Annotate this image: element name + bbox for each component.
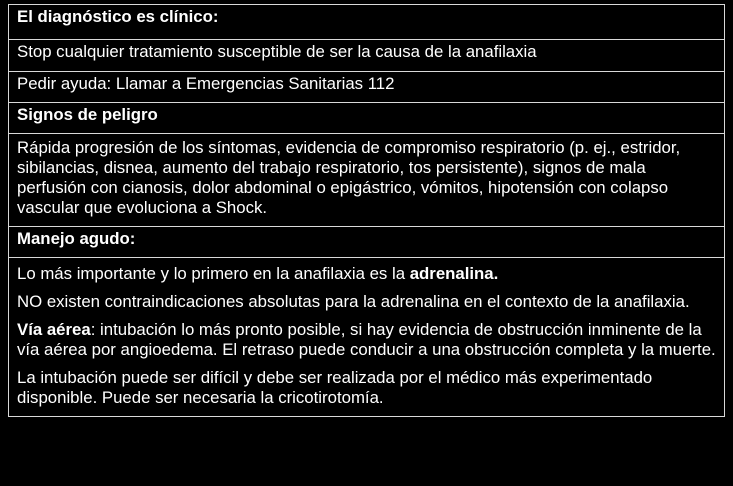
table-row bbox=[9, 5, 725, 40]
diagnosis-heading: El diagnóstico es clínico: bbox=[9, 5, 725, 40]
intubation-paragraph: La intubación puede ser difícil y debe ser realizada por el médico más experimentado disponible. Puede ser necesaria la cricotirotomía. bbox=[17, 368, 653, 407]
management-content bbox=[9, 258, 725, 417]
stop-instruction: Stop cualquier tratamiento susceptible de ser la causa de la anafilaxia bbox=[9, 40, 725, 72]
management-heading: Manejo agudo: bbox=[9, 227, 725, 258]
table-row bbox=[9, 40, 725, 72]
danger-signs-text: Rápida progresión de los síntomas, evidencia de compromiso respiratorio (p. ej., estridor, sibilancias, disnea, aumento del trabajo respiratorio, tos persistente), signos de mala perfusión con cianosis, dolor abdominal o epigástrico, vómitos, hipotensión con colapso vascular que evoluciona a Shock. bbox=[9, 134, 725, 227]
adrenaline-paragraph bbox=[17, 264, 716, 284]
adrenaline-bold: adrenalina. bbox=[409, 264, 499, 283]
table-row bbox=[9, 227, 725, 258]
adrenaline-text: Lo más importante y lo primero en la anafilaxia es la bbox=[17, 264, 410, 283]
contraindications-paragraph: NO existen contraindicaciones absolutas para la adrenalina en el contexto de la anafilaxia. bbox=[17, 292, 690, 311]
anaphylaxis-table bbox=[8, 4, 725, 417]
airway-text: : intubación lo más pronto posible, si hay evidencia de obstrucción inminente de la vía aérea por angioedema. El retraso puede conducir a una obstrucción completa y la muerte. bbox=[17, 320, 716, 359]
table-row bbox=[9, 103, 725, 134]
airway-bold: Vía aérea bbox=[17, 320, 91, 339]
help-instruction: Pedir ayuda: Llamar a Emergencias Sanitarias 112 bbox=[9, 72, 725, 103]
airway-paragraph bbox=[17, 320, 716, 360]
table-row bbox=[9, 134, 725, 227]
table-row bbox=[9, 72, 725, 103]
table-row bbox=[9, 258, 725, 417]
danger-signs-heading: Signos de peligro bbox=[9, 103, 725, 134]
